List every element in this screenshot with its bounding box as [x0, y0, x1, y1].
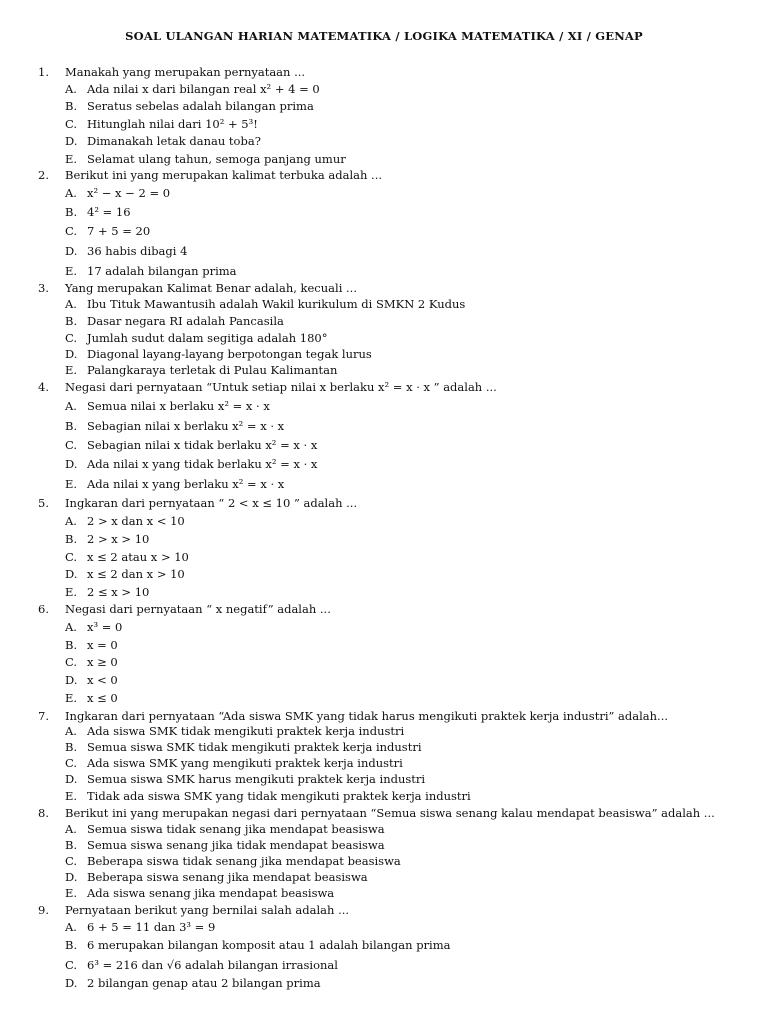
- question-number: 1.: [38, 65, 49, 79]
- option-text: Ada nilai x dari bilangan real x² + 4 = 0: [87, 82, 320, 96]
- question-number: 6.: [38, 602, 49, 616]
- option-text: x ≤ 0: [87, 691, 118, 705]
- option-text: x ≤ 2 atau x > 10: [87, 550, 189, 564]
- option-label: D.: [65, 870, 78, 884]
- option-text: Diagonal layang-layang berpotongan tegak lurus: [87, 347, 372, 361]
- option-label: E.: [65, 477, 78, 491]
- option-label: E.: [65, 363, 78, 377]
- option-text: 4² = 16: [87, 205, 131, 219]
- option-label: B.: [65, 314, 78, 328]
- option-text: Selamat ulang tahun, semoga panjang umur: [87, 152, 346, 166]
- option-label: A.: [65, 514, 77, 528]
- question-number: 8.: [38, 806, 49, 820]
- option-text: Ada nilai x yang tidak berlaku x² = x · x: [87, 457, 318, 471]
- question-text: Ingkaran dari pernyataan “Ada siswa SMK yang tidak harus mengikuti praktek kerja industri” adalah...: [65, 709, 669, 723]
- option-label: B.: [65, 99, 78, 113]
- option-text: 2 > x > 10: [87, 532, 150, 546]
- option-label: B.: [65, 205, 78, 219]
- option-text: Semua siswa senang jika tidak mendapat beasiswa: [87, 838, 385, 852]
- option-text: Semua nilai x berlaku x² = x · x: [87, 399, 270, 413]
- option-text: Sebagian nilai x tidak berlaku x² = x · x: [87, 438, 318, 452]
- option-label: E.: [65, 264, 78, 278]
- question-number: 2.: [38, 168, 49, 182]
- option-text: Hitunglah nilai dari 10² + 5³!: [87, 117, 258, 131]
- option-text: Ada nilai x yang berlaku x² = x · x: [87, 477, 285, 491]
- option-label: D.: [65, 567, 78, 581]
- option-label: C.: [65, 331, 78, 345]
- option-label: D.: [65, 457, 78, 471]
- option-text: 17 adalah bilangan prima: [87, 264, 237, 278]
- question-text: Negasi dari pernyataan “ x negatif” adalah ...: [65, 602, 331, 616]
- option-text: 2 > x dan x < 10: [87, 514, 185, 528]
- option-text: Ada siswa SMK tidak mengikuti praktek kerja industri: [87, 724, 405, 738]
- option-text: 36 habis dibagi 4: [87, 244, 188, 258]
- option-label: B.: [65, 938, 78, 952]
- option-text: Palangkaraya terletak di Pulau Kalimantan: [87, 363, 338, 377]
- option-label: A.: [65, 822, 77, 836]
- option-label: C.: [65, 756, 78, 770]
- option-label: C.: [65, 854, 78, 868]
- option-text: x ≥ 0: [87, 655, 118, 669]
- page-title: SOAL ULANGAN HARIAN MATEMATIKA / LOGIKA MATEMATIKA / XI / GENAP: [125, 29, 643, 43]
- option-text: Beberapa siswa tidak senang jika mendapat beasiswa: [87, 854, 401, 868]
- option-text: x = 0: [87, 638, 118, 652]
- option-label: A.: [65, 297, 77, 311]
- option-label: B.: [65, 419, 78, 433]
- question-text: Pernyataan berikut yang bernilai salah adalah ...: [65, 903, 350, 917]
- option-label: E.: [65, 886, 78, 900]
- option-label: D.: [65, 976, 78, 990]
- question-number: 4.: [38, 380, 49, 394]
- option-label: C.: [65, 438, 78, 452]
- option-label: B.: [65, 838, 78, 852]
- option-text: x ≤ 2 dan x > 10: [87, 567, 185, 581]
- question-text: Yang merupakan Kalimat Benar adalah, kecuali ...: [65, 281, 357, 295]
- option-label: D.: [65, 134, 78, 148]
- option-text: x < 0: [87, 673, 118, 687]
- option-text: Ibu Tituk Mawantusih adalah Wakil kurikulum di SMKN 2 Kudus: [87, 297, 466, 311]
- option-text: Sebagian nilai x berlaku x² = x · x: [87, 419, 285, 433]
- option-text: x² − x − 2 = 0: [87, 186, 171, 200]
- option-label: A.: [65, 82, 77, 96]
- option-label: E.: [65, 691, 78, 705]
- option-text: Semua siswa SMK tidak mengikuti praktek kerja industri: [87, 740, 422, 754]
- option-text: Jumlah sudut dalam segitiga adalah 180°: [87, 331, 328, 345]
- question-text: Berikut ini yang merupakan kalimat terbuka adalah ...: [65, 168, 383, 182]
- option-label: E.: [65, 789, 78, 803]
- option-label: D.: [65, 772, 78, 786]
- option-label: A.: [65, 186, 77, 200]
- option-text: Semua siswa tidak senang jika mendapat beasiswa: [87, 822, 385, 836]
- option-label: A.: [65, 724, 77, 738]
- option-text: Ada siswa SMK yang mengikuti praktek kerja industri: [87, 756, 403, 770]
- option-text: Dasar negara RI adalah Pancasila: [87, 314, 284, 328]
- question-number: 3.: [38, 281, 49, 295]
- option-text: Seratus sebelas adalah bilangan prima: [87, 99, 314, 113]
- option-text: Ada siswa senang jika mendapat beasiswa: [87, 886, 335, 900]
- option-text: x³ = 0: [87, 620, 123, 634]
- question-text: Negasi dari pernyataan “Untuk setiap nilai x berlaku x² = x · x ” adalah ...: [65, 380, 497, 394]
- option-text: 7 + 5 = 20: [87, 224, 151, 238]
- option-label: C.: [65, 958, 78, 972]
- option-label: C.: [65, 550, 78, 564]
- option-label: B.: [65, 638, 78, 652]
- question-number: 9.: [38, 903, 49, 917]
- option-text: 2 ≤ x > 10: [87, 585, 150, 599]
- option-text: Dimanakah letak danau toba?: [87, 134, 261, 148]
- question-text: Manakah yang merupakan pernyataan ...: [65, 65, 306, 79]
- question-number: 7.: [38, 709, 49, 723]
- question-text: Berikut ini yang merupakan negasi dari pernyataan “Semua siswa senang kalau mendapat beasiswa” adalah ...: [65, 806, 715, 820]
- option-text: Beberapa siswa senang jika mendapat beasiswa: [87, 870, 368, 884]
- option-text: Semua siswa SMK harus mengikuti praktek kerja industri: [87, 772, 426, 786]
- option-label: B.: [65, 532, 78, 546]
- option-label: C.: [65, 224, 78, 238]
- option-text: Tidak ada siswa SMK yang tidak mengikuti praktek kerja industri: [87, 789, 471, 803]
- option-label: D.: [65, 244, 78, 258]
- option-label: A.: [65, 920, 77, 934]
- option-text: 2 bilangan genap atau 2 bilangan prima: [87, 976, 321, 990]
- option-label: C.: [65, 655, 78, 669]
- option-text: 6 merupakan bilangan komposit atau 1 adalah bilangan prima: [87, 938, 451, 952]
- option-label: E.: [65, 152, 78, 166]
- option-label: A.: [65, 620, 77, 634]
- option-label: D.: [65, 347, 78, 361]
- option-label: C.: [65, 117, 78, 131]
- question-number: 5.: [38, 496, 49, 510]
- option-label: B.: [65, 740, 78, 754]
- option-text: 6 + 5 = 11 dan 3³ = 9: [87, 920, 216, 934]
- option-label: D.: [65, 673, 78, 687]
- option-text: 6³ = 216 dan √6 adalah bilangan irrasional: [87, 958, 338, 972]
- option-label: E.: [65, 585, 78, 599]
- question-text: Ingkaran dari pernyataan “ 2 < x ≤ 10 ” adalah ...: [65, 496, 358, 510]
- option-label: A.: [65, 399, 77, 413]
